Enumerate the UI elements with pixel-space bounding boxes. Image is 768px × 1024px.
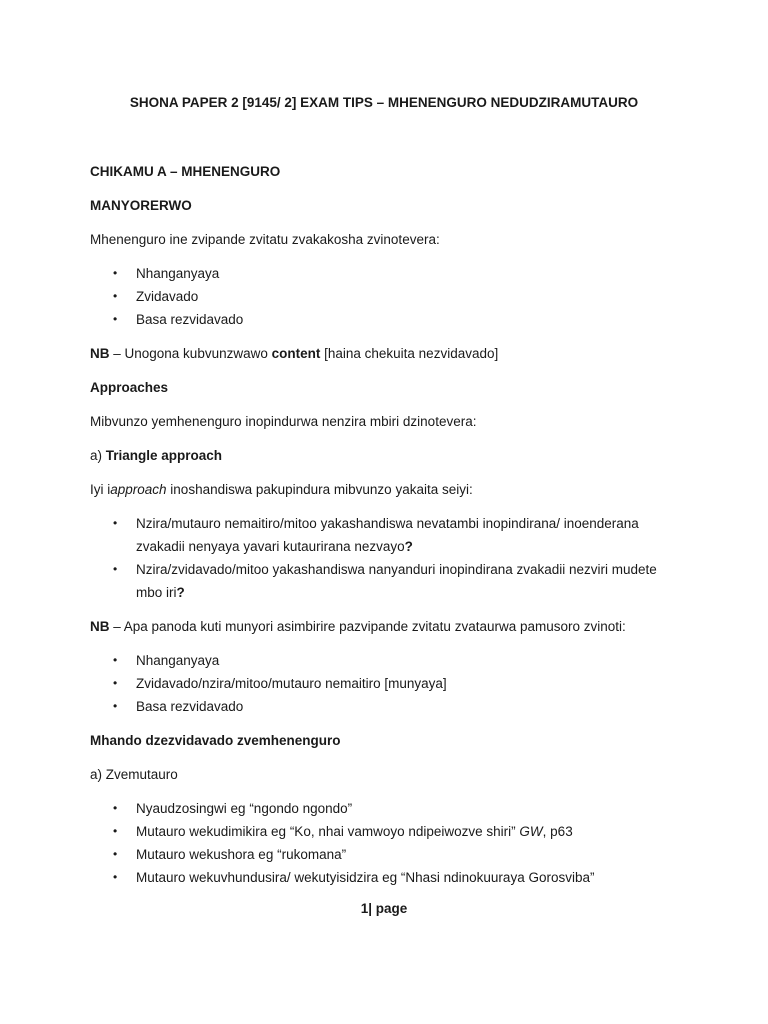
bullet-icon: • [113,312,118,326]
list-item-text: Nhanganyaya [136,653,220,668]
list-item-text-tail: , p63 [542,824,573,839]
bullet-icon: • [113,676,118,690]
bullet-icon: • [113,847,118,861]
iyi-paragraph [90,478,690,501]
list-item-text: Nyaudzosingwi eg “ngondo ngondo” [136,801,353,816]
list-item [90,866,690,889]
mhando-heading: Mhando dzezvidavado zvemhenenguro [90,733,341,748]
question-mark: ? [404,539,413,554]
list-item-text: Mutauro wekushora eg “rukomana” [136,847,347,862]
bullet-icon: • [113,824,118,838]
nb-label: NB [90,346,110,361]
iyi-text: Iyi i [90,482,111,497]
list-item [90,820,690,843]
list-item-text: Zvidavado/nzira/mitoo/mutauro nemaitiro [munyaya] [136,676,447,691]
nb-emphasis-note [90,615,690,638]
iyi-italic: approach [110,482,167,497]
list-item-text: Mutauro wekuvhundusira/ wekutyisidzira eg “Nhasi ndinokuuraya Gorosviba” [136,870,595,885]
bullet-icon: • [113,870,118,884]
document-body [90,160,690,889]
nb-content-note [90,342,690,365]
section-heading: CHIKAMU A – MHENENGURO [90,164,281,179]
bullet-icon: • [113,801,118,815]
list-item-text: zvakadii nenyaya yavari kutaurirana nezvayo [136,539,405,554]
nb-bold-word: content [271,346,321,361]
zvemutauro-heading: a) Zvemutauro [90,767,178,782]
list-item [90,512,690,558]
bullet-icon: • [113,699,118,713]
list-item-text: Nhanganyaya [136,266,220,281]
bullet-icon: • [113,266,118,280]
list-item [90,308,690,331]
page-footer [0,897,768,920]
document-title: SHONA PAPER 2 [9145/ 2] EXAM TIPS – MHENENGURO NEDUDZIRAMUTAURO [129,95,639,110]
parts-list [90,649,690,718]
nb-text-tail: [haina chekuita nezvidavado] [320,346,499,361]
list-item [90,843,690,866]
bullet-icon: • [113,289,118,303]
list-item [90,695,690,718]
triangle-label: Triangle approach [105,448,223,463]
question-list [90,512,690,604]
page-number: 1 [360,901,369,916]
bullet-icon: • [113,516,118,530]
triangle-prefix: a) [90,448,106,463]
triangle-approach-heading [90,444,690,467]
list-item-text: Basa rezvidavado [136,312,244,327]
list-item-italic: GW [519,824,543,839]
iyi-text-tail: inoshandiswa pakupindura mibvunzo yakaita seiyi: [166,482,473,497]
page-separator: | [368,901,373,916]
question-mark: ? [176,585,185,600]
list-item-text: Zvidavado [136,289,199,304]
list-item-text: Nzira/mutauro nemaitiro/mitoo yakashandiswa nevatambi inopindirana/ inoenderana [136,516,639,531]
bullet-icon: • [113,562,118,576]
list-item [90,672,690,695]
list-item-text: mbo iri [136,585,177,600]
list-item-text: Nzira/zvidavado/mitoo yakashandiswa nanyanduri inopindirana zvakadii nezviri mudete [136,562,657,577]
list-item [90,797,690,820]
page-label: page [372,901,408,916]
examples-list [90,797,690,889]
approaches-paragraph: Mibvunzo yemhenenguro inopindurwa nenzira mbiri dzinotevera: [90,414,477,429]
bullet-icon: • [113,653,118,667]
list-item-text: Basa rezvidavado [136,699,244,714]
manyorerwo-heading: MANYORERWO [90,198,192,213]
nb-label: NB [90,619,110,634]
list-item-text: Mutauro wekudimikira eg “Ko, nhai vamwoyo ndipeiwozve shiri” [136,824,520,839]
nb-text: – Unogona kubvunzwawo [109,346,272,361]
components-list [90,262,690,331]
list-item [90,285,690,308]
intro-paragraph: Mhenenguro ine zvipande zvitatu zvakakosha zvinotevera: [90,232,440,247]
nb-text: – Apa panoda kuti munyori asimbirire pazvipande zvitatu zvataurwa pamusoro zvinoti: [109,619,626,634]
list-item [90,262,690,285]
list-item [90,558,690,604]
list-item [90,649,690,672]
approaches-heading: Approaches [90,380,169,395]
